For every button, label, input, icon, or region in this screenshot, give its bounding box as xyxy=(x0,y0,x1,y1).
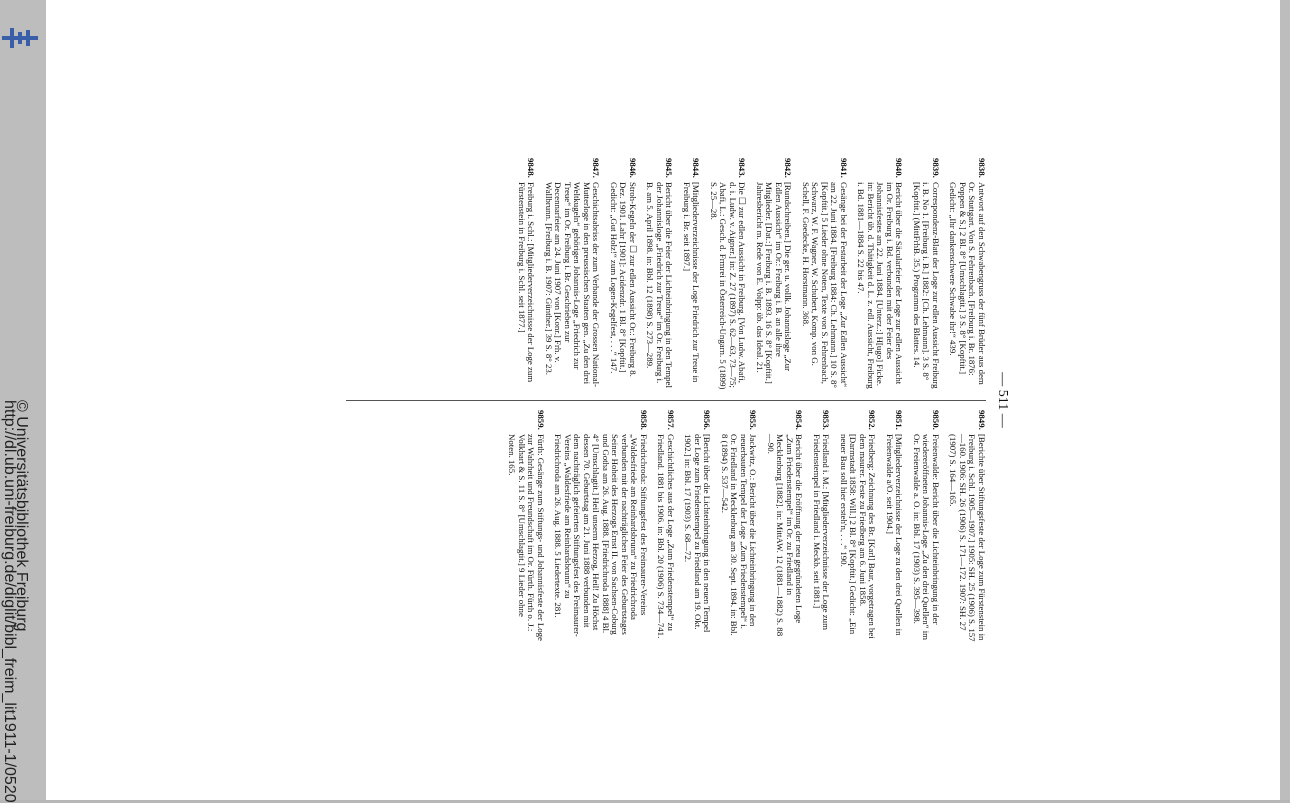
entry-text: Geschichtsabriss der zum Verbande der Grossen National-Mutterloge in den preussischen Staaten gen. „Zu den drei Weltkugeln“ gehörigen Johannis-Loge „Friedrich zur Treue“ im Or. Freiburg i. Br. Geschrieben zur Decennarfeier am 24. Juni 1907 von [Konr.] Frh. v. Wallbrunn. [Freiburg i. B. 1907: Günther.] 39 S. 8° 23. xyxy=(544,182,602,388)
entry-text: [Bericht über die Lichteinbringung in den neuen Tempel der Loge zum Friedenstempel zu Friedland am 19. Okt. 1902.] in: Bbl. 17 (1903) S. 68—72. xyxy=(683,434,713,633)
entry-number: 9859. xyxy=(536,410,546,430)
entry-text: Bericht über die Feier der Lichteinbringung in den Tempel der Johannisloge „Friedrich zur Treue“ im Or. Freiburg i. B. am 5. April 1898. in: Bbl. 12 (1898) S. 273—289. xyxy=(645,182,675,388)
bibliography-entry xyxy=(645,158,674,390)
entry-text: Antwort auf den Schwabengruss der fünf Brüder aus dem Or. Stuttgart. Von S. Fehrenbach. [Freiburg i. Br. 1876: Poppen & S.] 2 Bl. 8° [Umschlagtit.] 3 S. 8° [Kopftit.] Gedicht: „Ihr dankenschwere Schwabe ihr!“ 439. xyxy=(948,182,987,385)
bibliography-entry xyxy=(839,410,877,642)
library-logo-icon xyxy=(2,22,38,52)
entry-number: 9854. xyxy=(794,410,805,430)
entry-text: [Rundschreiben.] Die ger. u. vollk. Johannisloge „Zur Edlen Aussicht“ im Or.: Freiburg i. B. an alle ihre Mitglieder. [Dat.:] Freiburg i. B. 1893. 16 S. 8° [Kopftit.] Jahresbericht m. Rede von E. Volpp: üb. das Ideal. 21. xyxy=(755,182,794,384)
bibliography-entry xyxy=(801,158,849,390)
entry-number: 9839. xyxy=(931,158,941,178)
entry-number: 9843. xyxy=(737,158,748,178)
bibliography-entry xyxy=(517,158,536,390)
source-url: http://dl.ub.uni-freiburg.de/diglit/bibl_freim_lit1911-1/0520 xyxy=(1,400,18,803)
entry-number: 9844. xyxy=(691,158,702,178)
entry-number: 9847. xyxy=(591,158,602,178)
bibliography-entry xyxy=(682,158,701,390)
right-column xyxy=(499,410,986,642)
bibliography-entry xyxy=(553,410,648,642)
entry-number: 9841. xyxy=(839,158,849,178)
entry-text: Friedrichroda: Stiftungsfest des Freimaurer-Vereins „Waldesfriede am Reinhardsbrunn“ zu Friedrichroda verbunden mit der nachträglichen Feier des Geburtstages Seiner Hoheit des Herzogs Ernst II. von Sachsen-Coburg und Gotha am 26. Aug. 1888. [Friedrichroda 1888] 4 Bl. 4° [Umschlagtit.] Heil unserm Herzog, Heil! Zu Höchst dessen 70. Geburtstag am 21. Juni 1888 verbunden mit dem nachträglich gefeierten Stiftungsfest des Freimaurer-Vereins „Waldesfriede am Reinhardsbrunn“ zu Friedrichroda am 26. Aug. 1888. 5 Liedertexte. 281. xyxy=(553,434,649,637)
bibliography-entry xyxy=(609,158,638,390)
entry-number: 9851. xyxy=(894,410,905,430)
entry-number: 9852. xyxy=(867,410,878,430)
entry-number: 9855. xyxy=(748,410,759,430)
entry-text: [Mitgliederverzeichnisse der Loge Friedrich zur Treue in Freiburg i. Br. seit 1897.] xyxy=(682,182,702,383)
entry-number: 9838. xyxy=(977,158,987,178)
bibliography-entry xyxy=(948,158,986,390)
bibliography-entry xyxy=(912,410,941,642)
rotated-page-text xyxy=(316,150,1016,650)
entry-text: Bericht über die Eröffnung der neu gegründeten Loge „Zum Friedenstempel“ im Or. zu Friedland in Mecklenburg [1882]. in: MittAW. 12 (1881—1882) S. 88—90. xyxy=(766,434,805,637)
right-margin-gutter xyxy=(1280,0,1290,800)
bibliography-entry xyxy=(656,410,675,642)
entry-number: 9853. xyxy=(821,410,832,430)
entry-text: Die ☐ zur edlen Aussicht in Freiburg. [Von Ludw. Abafi, d. i. Ludw. v. Aigner.] in: Z. 27 (1897) S. 62—63, 73—75; Abafi, L.: Gesch. d. Frmrei in Österreich-Ungarn. 5 (1899) S. 25—28. xyxy=(709,182,748,390)
entry-number: 9849. xyxy=(977,410,987,430)
entry-text: [Mitgliederverzeichnisse der Loge zu den drei Quellen in Freienwalde a/O. seit 1904.] xyxy=(885,434,905,636)
entry-text: Freienwalde: Bericht über die Lichteinbringung in der wiedereröffneten Johannis-Loge „Zu den drei Quellen“ im Or. Freienwalde a. O. in: Bbl. 17 (1903) S. 395—398. xyxy=(912,434,941,640)
entry-number: 9845. xyxy=(664,158,675,178)
entry-text: Bericht über die Säcularfeier der Loge zur edlen Aussicht im Or. Freiburg i. Bd. verbunden mit der Feier des Johannisfestes am 22. Juni 1884. [Unterz.:] H[ugo] Ficke. in: Bericht üb. d. Thätigkeit d. L. z. edl. Aussicht, Freiburg i. Bd. 1881—1884 S. 22 bis 47. xyxy=(856,182,905,389)
entry-text: Friedland i. M.: [Mitgliederverzeichnisse der Loge zum Friedenstempel in Friedland i. Meckb. seit 1881.] xyxy=(812,434,832,630)
bibliography-entry xyxy=(720,410,758,642)
entry-number: 9856. xyxy=(702,410,713,430)
bibliography-entry xyxy=(683,410,712,642)
bibliography-entry xyxy=(507,410,545,642)
bibliography-entry xyxy=(766,410,804,642)
bibliography-entry xyxy=(709,158,747,390)
entry-number: 9840. xyxy=(894,158,905,178)
bibliography-entry xyxy=(885,410,904,642)
entry-text: Jackwitz, O.: Bericht über die Lichteinbringung in den neuerbauten Tempel der Loge „Zum Friedenstempel“ i. Or. Friedland in Mecklenburg am 30. Sept. 1894. in: Bbl. 8 (1894) S. 537—542. xyxy=(720,434,759,636)
bibliography-entry xyxy=(912,158,941,390)
bibliography-entry xyxy=(755,158,793,390)
entry-number: 9848. xyxy=(526,158,537,178)
entry-number: 9850. xyxy=(931,410,941,430)
entry-text: Correspondenz-Blatt der Loge zur edlen Aussicht Freiburg i. B. No 1. [Freiburg i. B.] 1882: [Ch. Lehmann]. 3 S. 8° [Kopftit.] (MittFrhB. 35.) Programm des Blattes. 14. xyxy=(912,182,941,389)
entry-text: Freiburg i. Schl.: [Mitgliederverzeichnisse der Loge zum Fürstenstein in Freiburg i. Schl. seit 1877.] xyxy=(517,182,537,383)
page-number: — 511 — xyxy=(995,372,1010,428)
bibliography-entry xyxy=(856,158,904,390)
document-page xyxy=(1,0,1280,803)
entry-number: 9858. xyxy=(639,410,649,430)
entry-text: Geschichtliches aus der Loge „Zum Friedenstempel“ zu Friedland. 1881 bis 1906. in: Bbl. 20 (1906) S. 734—741. xyxy=(656,434,676,639)
entry-text: Gesänge bei der Festarbeit der Loge „Zur Edlen Aussicht“ am 22. Juni 1884. [Freiburg 1884: Ch. Lehmann.] 10 S. 8° [Kopftit.] 5 Lieder ohne Noten, Texte von S. Fehrenbach, Schwarz, W. F. Wagner, W. Schubert, Komp. von G. Schell, F. Goedecke, H. Horstmann. 368. xyxy=(801,182,849,388)
entry-text: Stroh-Kegeln der ☐ zur edlen Aussicht Or.: Freiburg 8. Dez. 1901. Lahr [1901]: Acidenzdr. 1 Bl. 8° [Kopftit.] Gedicht: „Gut Holz!“ zum Logen-Kegelfest, . . .“ 147. xyxy=(609,182,638,377)
entry-number: 9857. xyxy=(666,410,676,430)
column-divider xyxy=(346,400,986,401)
bibliography-entry xyxy=(544,158,601,390)
bibliography-entry xyxy=(812,410,831,642)
entry-text: Friedberg: Zeichnung des Br. [Karl] Baur, vorgetragen bei dem maurer. Feste zu Friedberg am 6. Juni 1858. [Darmstadt 1858: Will.] 2 Bl. 8° [Kopftit.] Gedicht: „Ein neuer Bau soll hier ersteh'n, . . .“ 190. xyxy=(839,434,878,639)
left-column xyxy=(509,158,987,390)
entry-number: 9842. xyxy=(783,158,794,178)
copyright-note xyxy=(12,400,30,631)
copyright-text: © Universitätsbibliothek Freiburg xyxy=(13,400,30,632)
entry-number: 9846. xyxy=(628,158,638,178)
bibliography-entry xyxy=(948,410,986,642)
entry-text: [Berichte über Stiftungsfeste der Loge zum Fürstenstein in Freiburg i. Schl. 1905—1907.] 1905: SH. 25 (1906) S. 157—160. 1906: SH. 26 (1906) S. 171—172. 1907: SH. 27 (1907) S. 164—165. xyxy=(948,434,987,642)
entry-text: Fürth: Gesänge zum Stiftungs- und Johannisfeste der Loge zur Wahrheit und Freundschaft im Or. Fürth. Fürth o. J.: Volkhart & S. 11 S. 8° [Umschlagtit.] 9 Lieder ohne Noten. 165. xyxy=(507,434,546,641)
